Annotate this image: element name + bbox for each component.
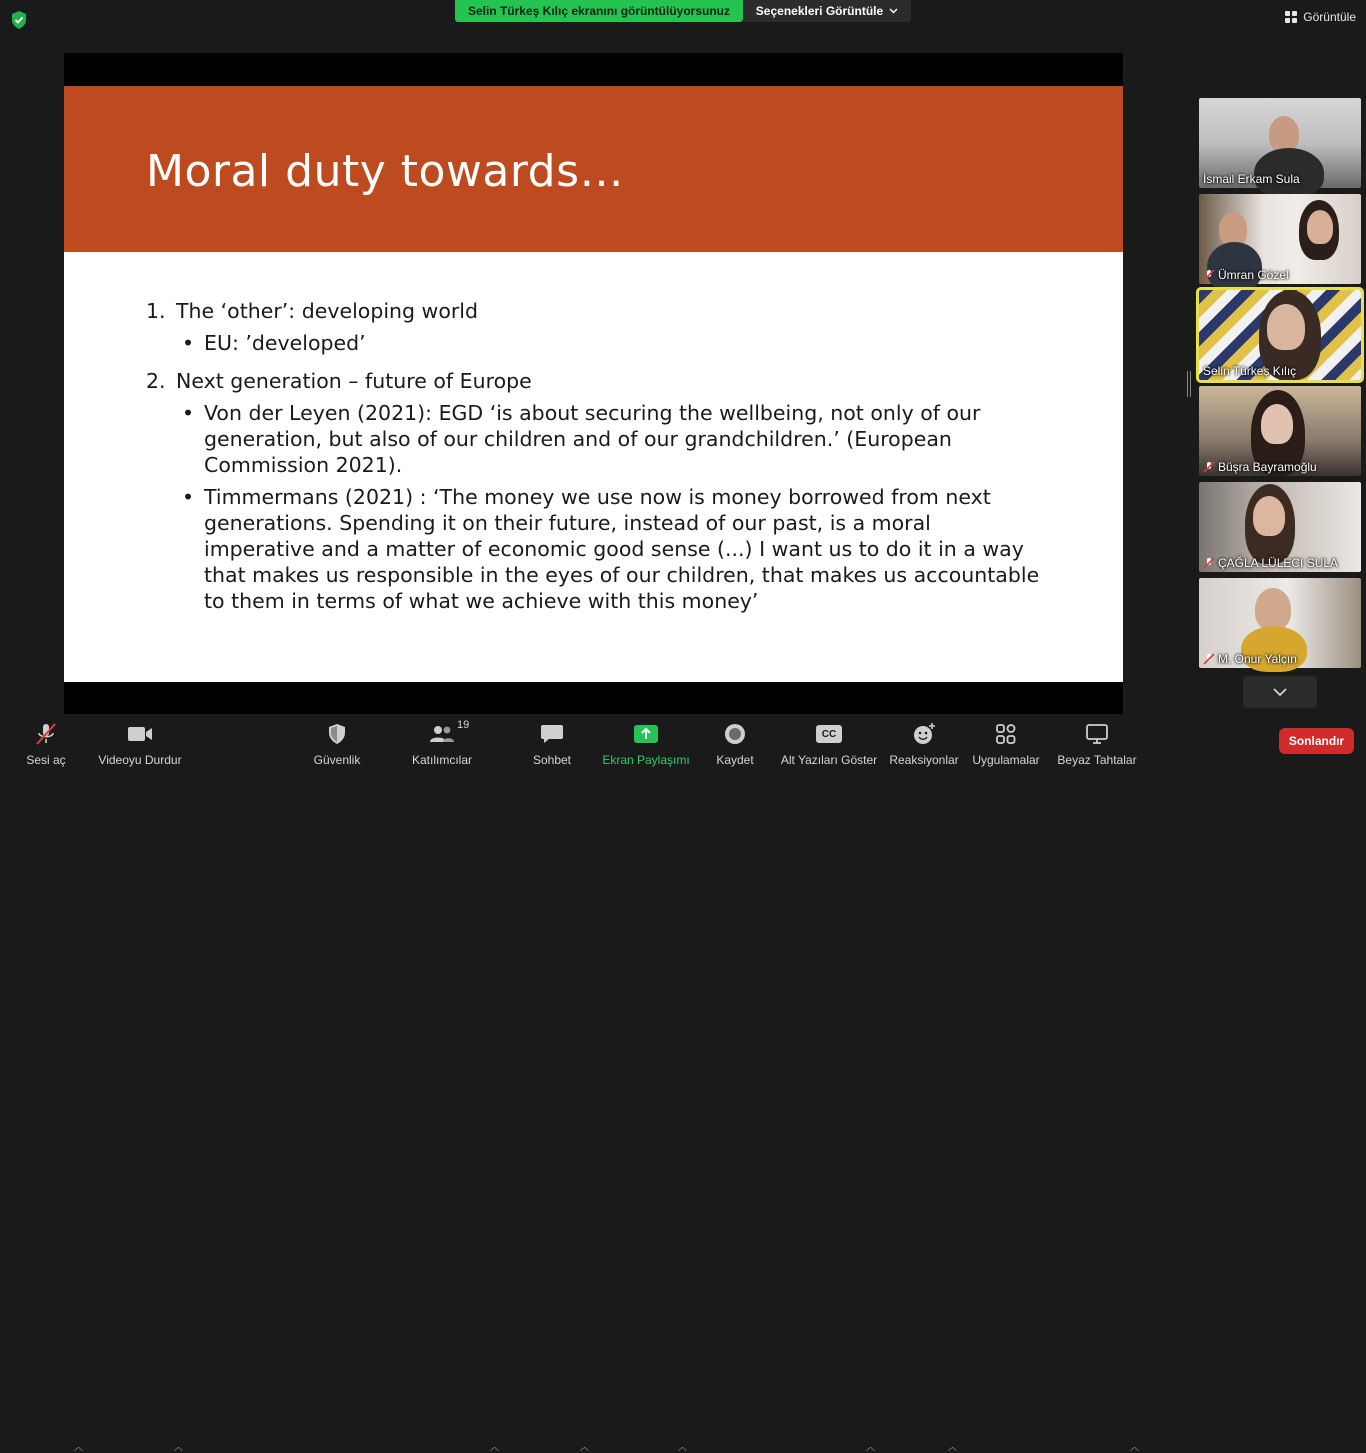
list-number: 2. <box>146 369 166 393</box>
stop-video-label: Videoyu Durdur <box>98 753 182 767</box>
video-camera-icon <box>127 724 153 744</box>
participants-label: Katılımcılar <box>411 753 472 767</box>
reactions-label: Reaksiyonlar <box>889 753 959 767</box>
record-icon <box>724 723 746 745</box>
bullet-text: EU: ’developed’ <box>204 331 366 355</box>
participants-gallery <box>1199 98 1361 674</box>
share-screen-button[interactable] <box>600 715 692 768</box>
participant-name-label: İsmail Erkam Sula <box>1203 172 1300 186</box>
bullet-mark: • <box>182 485 195 509</box>
bullet-text: Von der Leyen (2021): EGD ‘is about securing the wellbeing, not only of our generation, but also of our children and of our grandchildren.’ (European Commission 2021). <box>204 401 981 477</box>
stop-video-button[interactable] <box>94 715 186 768</box>
captions-options-caret-icon[interactable]: ︿ <box>866 1442 876 1452</box>
encryption-shield-icon[interactable] <box>10 10 28 30</box>
bullet-mark: • <box>182 331 195 355</box>
video-options-caret-icon[interactable]: ︿ <box>174 1442 184 1452</box>
security-label: Güvenlik <box>313 753 361 767</box>
unmute-label: Sesi aç <box>26 753 66 767</box>
participants-button[interactable] <box>408 715 476 768</box>
view-toggle-button[interactable] <box>1285 10 1356 24</box>
participant-name-label: M. Onur Yalçın <box>1203 652 1297 666</box>
apps-icon <box>995 723 1017 745</box>
participant-name-label: ÇAĞLA LÜLECI SULA <box>1203 556 1338 570</box>
reaction-smiley-icon <box>912 722 936 746</box>
participant-video <box>1269 116 1299 152</box>
audio-options-caret-icon[interactable]: ︿ <box>74 1442 84 1452</box>
share-screen-arrow-icon <box>633 724 659 744</box>
view-options-label: Seçenekleri Görüntüle <box>755 4 884 18</box>
list-text: Next generation – future of Europe <box>176 369 532 393</box>
participant-tile[interactable] <box>1199 194 1361 284</box>
panel-resize-handle[interactable] <box>1187 371 1191 397</box>
bullet-text: Timmermans (2021) : ‘The money we use now is money borrowed from next generations. Spending it on their future, instead of our past, is a moral imperative and a matter of economic good sense (...) I want us to do it in a way that makes us responsible in the eyes of our children, that makes us accountable to them in terms of what we achieve with this money’ <box>204 485 1040 613</box>
share-screen-label: Ekran Paylaşımı <box>602 753 690 767</box>
muted-mic-icon <box>1203 557 1215 569</box>
muted-mic-icon <box>1203 653 1215 665</box>
participant-tile[interactable] <box>1199 98 1361 188</box>
list-text: The ‘other’: developing world <box>176 299 478 323</box>
view-options-button[interactable] <box>743 0 911 22</box>
muted-mic-icon <box>1203 461 1215 473</box>
participant-video-face <box>1307 210 1333 244</box>
participant-name-label: Selin Türkeş Kılıç <box>1203 364 1297 378</box>
slide-list-item <box>146 368 1046 394</box>
muted-mic-icon <box>34 722 58 746</box>
slide-body <box>146 298 1046 620</box>
participants-people-icon <box>429 724 455 744</box>
record-button[interactable] <box>712 715 758 768</box>
participant-tile[interactable] <box>1199 482 1361 572</box>
screen-share-banner: Selin Türkeş Kılıç ekranını görüntülüyorsunuz <box>455 0 743 22</box>
participant-video-face <box>1261 404 1293 444</box>
gallery-scroll-down-button[interactable] <box>1243 676 1317 708</box>
gallery-grid-icon <box>1285 11 1297 23</box>
apps-button[interactable] <box>970 715 1042 768</box>
whiteboards-button[interactable] <box>1056 715 1138 768</box>
participants-count-badge: 19 <box>457 719 470 731</box>
participant-video-face <box>1253 496 1285 536</box>
whiteboards-label: Beyaz Tahtalar <box>1057 753 1137 767</box>
chat-bubble-icon <box>540 723 564 745</box>
show-captions-label: Alt Yazıları Göster <box>780 753 878 767</box>
muted-mic-icon <box>1203 269 1215 281</box>
chat-options-caret-icon[interactable]: ︿ <box>580 1442 590 1452</box>
security-shield-icon <box>327 723 347 745</box>
reactions-options-caret-icon[interactable]: ︿ <box>948 1442 958 1452</box>
participant-tile[interactable] <box>1199 386 1361 476</box>
share-options-caret-icon[interactable]: ︿ <box>678 1442 688 1452</box>
slide-bullet-item <box>182 400 1046 478</box>
show-captions-button[interactable] <box>780 715 878 768</box>
participant-video-face <box>1267 304 1305 350</box>
participant-video-body <box>1207 242 1262 292</box>
participant-video <box>1255 588 1291 630</box>
presentation-slide <box>64 86 1123 682</box>
slide-bullet-item <box>182 330 1046 356</box>
slide-list-item <box>146 298 1046 324</box>
chat-label: Sohbet <box>532 753 572 767</box>
participant-video <box>1219 212 1247 246</box>
chevron-down-icon <box>1273 688 1287 696</box>
slide-bullet-item <box>182 484 1046 614</box>
participants-options-caret-icon[interactable]: ︿ <box>490 1442 500 1452</box>
participant-tile-active-speaker[interactable] <box>1199 290 1361 380</box>
unmute-button[interactable] <box>24 715 68 768</box>
record-label: Kaydet <box>716 753 754 767</box>
participant-name-label: Büşra Bayramoğlu <box>1203 460 1317 474</box>
slide-title: Moral duty towards… <box>146 146 625 197</box>
end-meeting-button[interactable]: Sonlandır <box>1279 728 1354 754</box>
participant-tile[interactable] <box>1199 578 1361 668</box>
shared-screen <box>64 53 1123 714</box>
apps-label: Uygulamalar <box>972 753 1040 767</box>
security-button[interactable] <box>310 715 364 768</box>
chevron-down-icon <box>889 8 898 14</box>
slide-header-band <box>64 86 1123 252</box>
bullet-mark: • <box>182 401 195 425</box>
view-toggle-label: Görüntüle <box>1303 10 1356 24</box>
whiteboards-options-caret-icon[interactable]: ︿ <box>1130 1442 1140 1452</box>
chat-button[interactable] <box>528 715 576 768</box>
meeting-toolbar <box>0 715 1366 1452</box>
reactions-button[interactable] <box>888 715 960 768</box>
participant-name-label: Ümran Gözel <box>1203 268 1289 282</box>
list-number: 1. <box>146 299 166 323</box>
closed-captions-icon: CC <box>816 725 842 743</box>
whiteboard-icon <box>1085 723 1109 745</box>
